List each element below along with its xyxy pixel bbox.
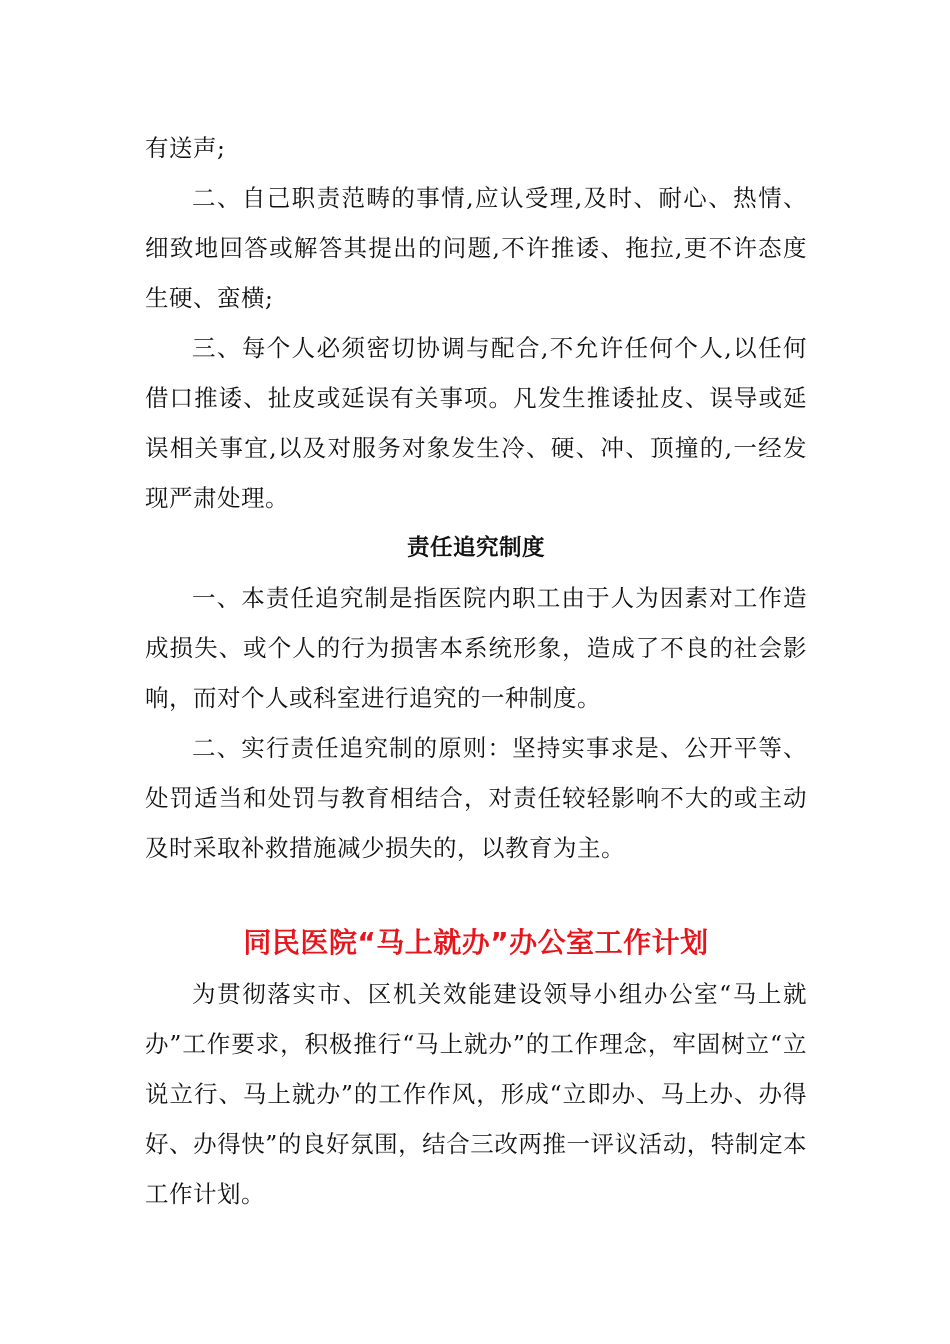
spacer xyxy=(145,873,807,917)
section-title: 责任追究制度 xyxy=(406,535,545,561)
paragraph-plan-intro: 为贯彻落实市、区机关效能建设领导小组办公室“马上就办”工作要求，积极推行“马上就办”的工作理念，牢固树立“立说立行、马上就办”的工作作风，形成“立即办、马上办、办得好、办得快”的良好氛围，结合三改两推一评议活动，特制定本工作计划。 xyxy=(145,980,807,1208)
paragraph-continuation: 有送声; xyxy=(145,134,226,162)
document-page xyxy=(145,123,807,1219)
paragraph-item-three: 三、每个人必须密切协调与配合,不允许任何个人,以任何借口推诿、扯皮或延误有关事项。凡发生推诿扯皮、误导或延误相关事宜,以及对服务对象发生冷、硬、冲、顶撞的,一经发现严肃处理。 xyxy=(145,334,807,512)
paragraph-item-two: 二、自己职责范畴的事情,应认受理,及时、耐心、热情、细致地回答或解答其提出的问题,不许推诿、拖拉,更不许态度生硬、蛮横; xyxy=(145,184,807,312)
paragraph-section-two: 二、实行责任追究制的原则：坚持实事求是、公开平等、处罚适当和处罚与教育相结合，对责任较轻影响不大的或主动及时采取补救措施减少损失的，以教育为主。 xyxy=(145,734,807,862)
plan-title: 同民医院“马上就办”办公室工作计划 xyxy=(243,926,709,959)
paragraph-section-one: 一、本责任追究制是指医院内职工由于人为因素对工作造成损失、或个人的行为损害本系统形象，造成了不良的社会影响，而对个人或科室进行追究的一种制度。 xyxy=(145,584,807,712)
